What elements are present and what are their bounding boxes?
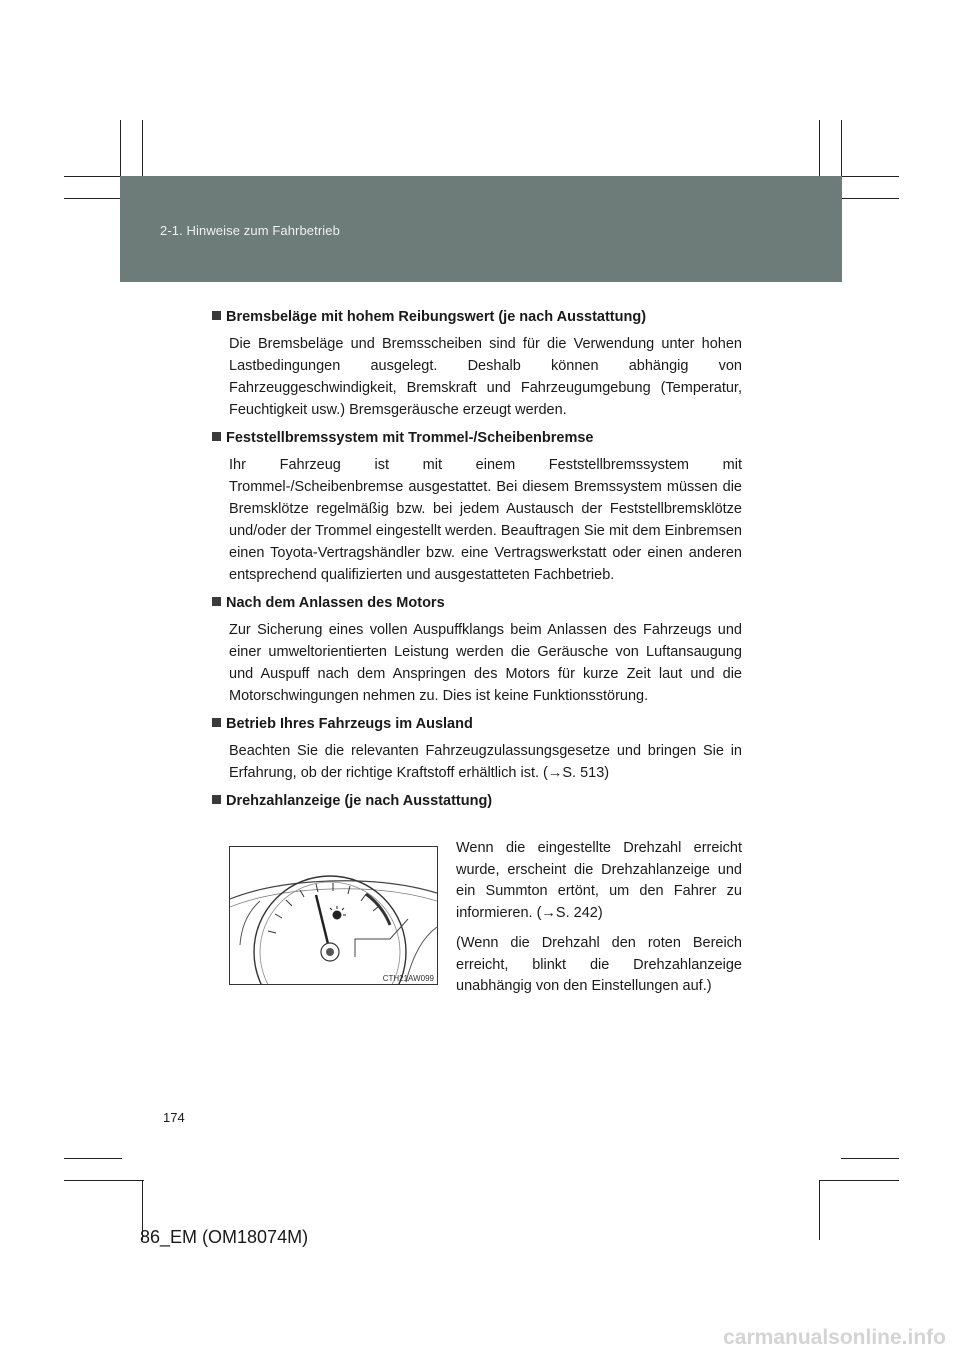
crop-mark: [819, 1180, 899, 1181]
section-title: 2-1. Hinweise zum Fahrbetrieb: [160, 223, 340, 238]
rev-indicator-description: [456, 838, 742, 1007]
section-rev-indicator: [212, 790, 742, 994]
section-heading: Feststellbremssystem mit Trommel-/Scheibenbremse: [212, 427, 742, 449]
section-heading: Betrieb Ihres Fahrzeugs im Ausland: [212, 713, 742, 735]
page-content: [212, 306, 742, 994]
section-brake-pads: [212, 306, 742, 421]
crop-mark: [64, 1158, 122, 1159]
section-heading: Bremsbeläge mit hohem Reibungswert (je nach Ausstattung): [212, 306, 742, 328]
crop-mark: [841, 1158, 899, 1159]
crop-mark: [142, 120, 143, 180]
tachometer-illustration: [229, 846, 438, 985]
crop-mark: [819, 1180, 820, 1240]
watermark: carmanualsonline.info: [723, 1326, 946, 1349]
section-engine-start: [212, 592, 742, 707]
square-bullet-icon: [212, 795, 221, 804]
square-bullet-icon: [212, 311, 221, 320]
crop-mark: [64, 198, 122, 199]
description-paragraph: (Wenn die Drehzahl den roten Bereich erreicht, blinkt die Drehzahlanzeige unabhängig von den Einstellungen auf.): [456, 935, 742, 994]
square-bullet-icon: [212, 432, 221, 441]
tachometer-icon: [230, 847, 437, 984]
square-bullet-icon: [212, 718, 221, 727]
rev-indicator-row: [212, 816, 742, 994]
section-body: Beachten Sie die relevanten Fahrzeugzulassungsgesetze und bringen Sie in Erfahrung, ob der richtige Kraftstoff erhältlich ist. (→S. 513): [229, 743, 742, 781]
crop-mark: [64, 1180, 144, 1181]
section-parking-brake: [212, 427, 742, 586]
description-paragraph: Wenn die eingestellte Drehzahl erreicht wurde, erscheint die Drehzahlanzeige und ein Summton ertönt, um den Fahrer zu informieren. (→S. 242): [456, 840, 742, 921]
document-code: 86_EM (OM18074M): [140, 1227, 309, 1247]
crop-mark: [841, 198, 899, 199]
section-body: Ihr Fahrzeug ist mit einem Feststellbremssystem mit Trommel-/Scheibenbremse ausgestattet. Bei diesem Bremssystem müssen die Bremsklötze regelmäßig bzw. bei jedem Austausch der Feststellbremsklötze und/oder der Trommel eingestellt werden. Beauftragen Sie mit dem Einbremsen einen Toyota-Vertragshändler bzw. eine Vertragswerkstatt oder einen anderen entsprechend qualifizierten und ausgestatteten Fachbetrieb.: [229, 457, 742, 583]
figure-code: CTH21AW099: [382, 974, 434, 983]
section-body: Zur Sicherung eines vollen Auspuffklangs beim Anlassen des Fahrzeugs und einer umweltorientierten Leistung werden die Geräusche von Luftansaugung und Auspuff nach dem Anspringen des Motors für kurze Zeit laut und die Motorschwingungen nehmen zu. Dies ist keine Funktionsstörung.: [229, 622, 742, 704]
page-number: 174: [163, 1110, 185, 1125]
section-heading: Nach dem Anlassen des Motors: [212, 592, 742, 614]
crop-mark: [819, 120, 820, 180]
section-abroad: [212, 713, 742, 784]
section-body: Die Bremsbeläge und Bremsscheiben sind für die Verwendung unter hohen Lastbedingungen ausgelegt. Deshalb können abhängig von Fahrzeuggeschwindigkeit, Bremskraft und Fahrzeugumgebung (Temperatur, Feuchtigkeit usw.) Bremsgeräusche erzeugt werden.: [229, 336, 742, 418]
square-bullet-icon: [212, 597, 221, 606]
section-heading: Drehzahlanzeige (je nach Ausstattung): [212, 790, 742, 812]
